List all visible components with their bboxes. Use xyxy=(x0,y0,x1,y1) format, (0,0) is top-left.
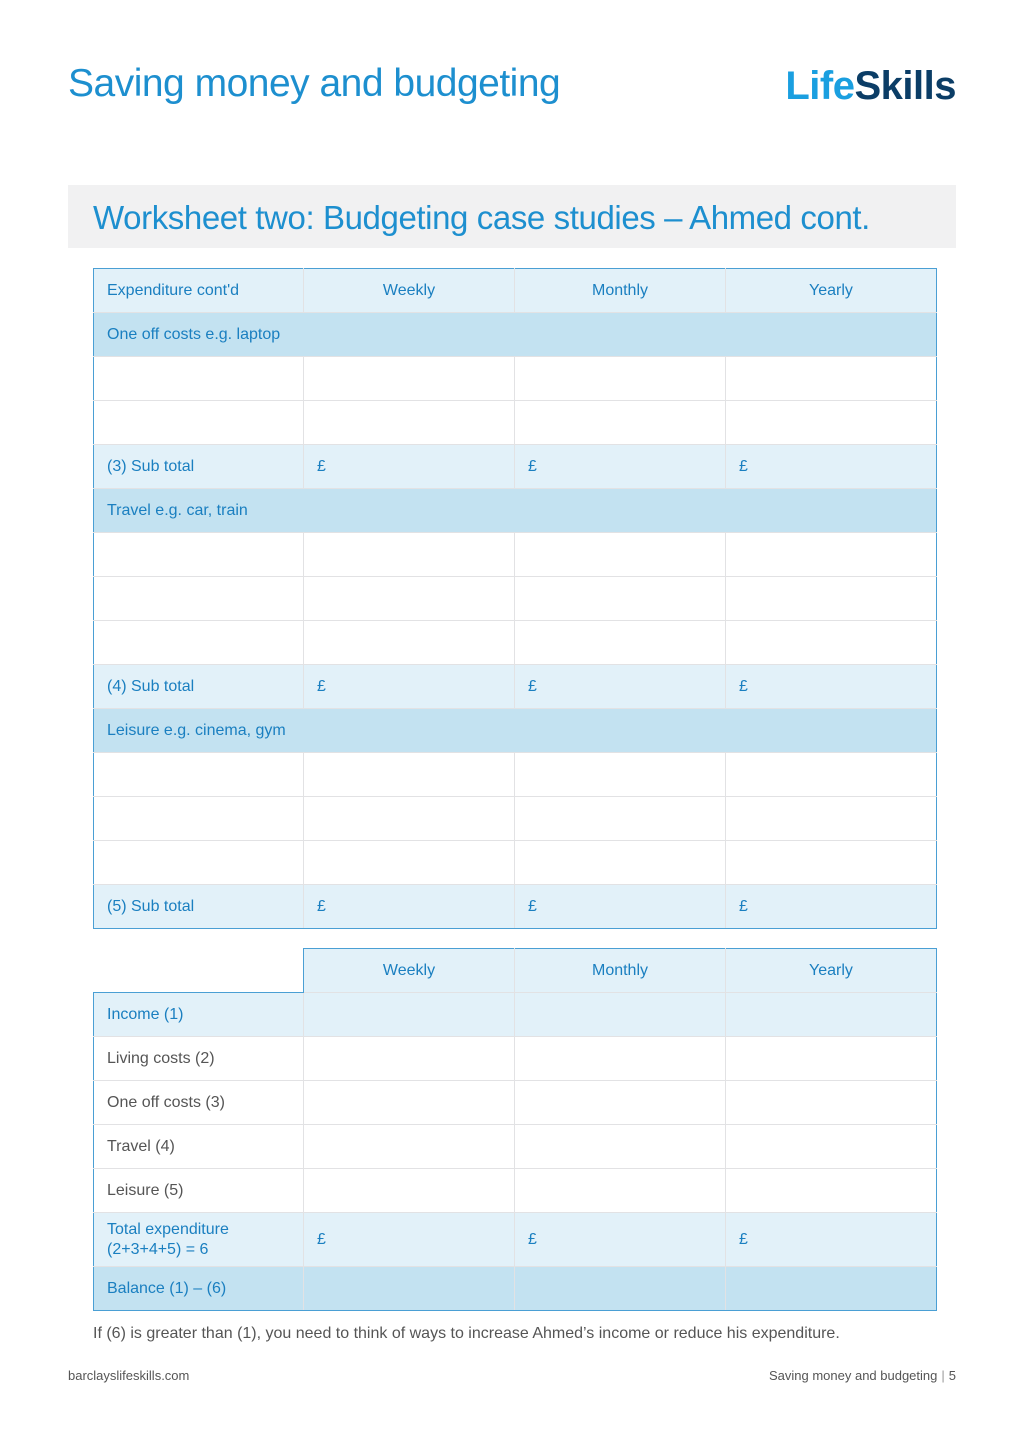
subtotal-row-5 xyxy=(94,885,937,929)
living-costs-row xyxy=(94,1037,937,1081)
blank-cell[interactable] xyxy=(726,993,937,1037)
section-label: Travel e.g. car, train xyxy=(94,489,937,533)
currency-cell[interactable]: £ xyxy=(515,1213,726,1267)
currency-cell[interactable]: £ xyxy=(515,885,726,929)
currency-cell[interactable]: £ xyxy=(515,445,726,489)
blank-cell[interactable] xyxy=(515,1081,726,1125)
summary-table xyxy=(93,948,937,1311)
worksheet-title: Worksheet two: Budgeting case studies – Ahmed cont. xyxy=(93,199,870,236)
table-row xyxy=(94,797,937,841)
footer-website: barclayslifeskills.com xyxy=(68,1368,190,1383)
blank-cell[interactable] xyxy=(515,841,726,885)
blank-cell[interactable] xyxy=(515,1169,726,1213)
blank-cell[interactable] xyxy=(515,993,726,1037)
blank-cell[interactable] xyxy=(515,797,726,841)
currency-cell[interactable]: £ xyxy=(726,885,937,929)
blank-cell[interactable] xyxy=(304,1037,515,1081)
row-label: Travel (4) xyxy=(94,1125,304,1169)
currency-cell[interactable]: £ xyxy=(304,665,515,709)
blank-cell[interactable] xyxy=(304,1125,515,1169)
currency-cell[interactable]: £ xyxy=(304,1213,515,1267)
blank-cell[interactable] xyxy=(94,841,304,885)
row-label: One off costs (3) xyxy=(94,1081,304,1125)
blank-cell[interactable] xyxy=(726,1081,937,1125)
currency-cell[interactable]: £ xyxy=(304,445,515,489)
blank-cell[interactable] xyxy=(304,753,515,797)
section-label: Leisure e.g. cinema, gym xyxy=(94,709,937,753)
blank-cell[interactable] xyxy=(726,797,937,841)
blank-cell[interactable] xyxy=(515,577,726,621)
expenditure-table xyxy=(93,268,937,929)
blank-cell[interactable] xyxy=(726,1125,937,1169)
page-title: Saving money and budgeting xyxy=(68,62,561,105)
blank-cell[interactable] xyxy=(304,841,515,885)
logo-text-life: Life xyxy=(785,64,855,108)
blank-cell[interactable] xyxy=(726,401,937,445)
row-label: Income (1) xyxy=(94,993,304,1037)
subtotal-label: (3) Sub total xyxy=(94,445,304,489)
blank-cell[interactable] xyxy=(515,1267,726,1311)
blank-cell[interactable] xyxy=(304,1169,515,1213)
blank-cell[interactable] xyxy=(515,753,726,797)
footer-page-info xyxy=(769,1368,956,1383)
table-row xyxy=(94,577,937,621)
blank-cell[interactable] xyxy=(726,753,937,797)
blank-cell[interactable] xyxy=(726,533,937,577)
leisure-row xyxy=(94,1169,937,1213)
empty-corner-cell xyxy=(94,949,304,993)
currency-cell[interactable]: £ xyxy=(726,665,937,709)
row-label: Living costs (2) xyxy=(94,1037,304,1081)
blank-cell[interactable] xyxy=(515,533,726,577)
total-label-line1: Total expenditure xyxy=(107,1220,229,1238)
blank-cell[interactable] xyxy=(515,357,726,401)
header-monthly: Monthly xyxy=(515,949,726,993)
section-row-one-off xyxy=(94,313,937,357)
header-expenditure: Expenditure cont'd xyxy=(94,269,304,313)
blank-cell[interactable] xyxy=(304,401,515,445)
summary-header-row xyxy=(94,949,937,993)
blank-cell[interactable] xyxy=(94,533,304,577)
blank-cell[interactable] xyxy=(304,1081,515,1125)
subtotal-label: (5) Sub total xyxy=(94,885,304,929)
blank-cell[interactable] xyxy=(726,1169,937,1213)
header-weekly: Weekly xyxy=(304,949,515,993)
currency-cell[interactable]: £ xyxy=(304,885,515,929)
footer-doc-title: Saving money and budgeting xyxy=(768,1368,938,1383)
table-row xyxy=(94,841,937,885)
blank-cell[interactable] xyxy=(304,993,515,1037)
blank-cell[interactable] xyxy=(304,533,515,577)
blank-cell[interactable] xyxy=(515,1125,726,1169)
table-row xyxy=(94,533,937,577)
one-off-costs-row xyxy=(94,1081,937,1125)
header-yearly: Yearly xyxy=(726,949,937,993)
row-label: Balance (1) – (6) xyxy=(94,1267,304,1311)
blank-cell[interactable] xyxy=(304,357,515,401)
travel-row xyxy=(94,1125,937,1169)
currency-cell[interactable]: £ xyxy=(726,1213,937,1267)
lifeskills-logo xyxy=(785,64,956,109)
header-monthly: Monthly xyxy=(515,269,726,313)
row-label xyxy=(94,1213,304,1267)
blank-cell[interactable] xyxy=(726,841,937,885)
section-row-travel xyxy=(94,489,937,533)
blank-cell[interactable] xyxy=(726,621,937,665)
table-row xyxy=(94,753,937,797)
blank-cell[interactable] xyxy=(94,621,304,665)
blank-cell[interactable] xyxy=(726,357,937,401)
subtotal-row-4 xyxy=(94,665,937,709)
row-label: Leisure (5) xyxy=(94,1169,304,1213)
table-row xyxy=(94,401,937,445)
logo-text-skills: Skills xyxy=(854,64,956,108)
blank-cell[interactable] xyxy=(94,357,304,401)
blank-cell[interactable] xyxy=(515,1037,726,1081)
blank-cell[interactable] xyxy=(304,577,515,621)
blank-cell[interactable] xyxy=(304,797,515,841)
subtotal-label: (4) Sub total xyxy=(94,665,304,709)
currency-cell[interactable]: £ xyxy=(515,665,726,709)
header-yearly: Yearly xyxy=(726,269,937,313)
table-row xyxy=(94,621,937,665)
footer-separator: | xyxy=(941,1368,945,1383)
total-expenditure-row xyxy=(94,1213,937,1267)
section-row-leisure xyxy=(94,709,937,753)
expenditure-header-row xyxy=(94,269,937,313)
blank-cell[interactable] xyxy=(94,401,304,445)
instruction-note: If (6) is greater than (1), you need to think of ways to increase Ahmed’s income or reduce his expenditure. xyxy=(93,1325,840,1342)
blank-cell[interactable] xyxy=(726,1267,937,1311)
blank-cell[interactable] xyxy=(515,621,726,665)
total-label-line2: (2+3+4+5) = 6 xyxy=(107,1240,209,1258)
blank-cell[interactable] xyxy=(304,1267,515,1311)
header-weekly: Weekly xyxy=(304,269,515,313)
blank-cell[interactable] xyxy=(304,621,515,665)
worksheet-title-band xyxy=(68,185,956,248)
blank-cell[interactable] xyxy=(515,401,726,445)
footer-page-number: 5 xyxy=(948,1368,956,1383)
blank-cell[interactable] xyxy=(94,577,304,621)
blank-cell[interactable] xyxy=(726,1037,937,1081)
table-row xyxy=(94,357,937,401)
subtotal-row-3 xyxy=(94,445,937,489)
blank-cell[interactable] xyxy=(94,753,304,797)
blank-cell[interactable] xyxy=(94,797,304,841)
income-row xyxy=(94,993,937,1037)
blank-cell[interactable] xyxy=(726,577,937,621)
section-label: One off costs e.g. laptop xyxy=(94,313,937,357)
currency-cell[interactable]: £ xyxy=(726,445,937,489)
balance-row xyxy=(94,1267,937,1311)
